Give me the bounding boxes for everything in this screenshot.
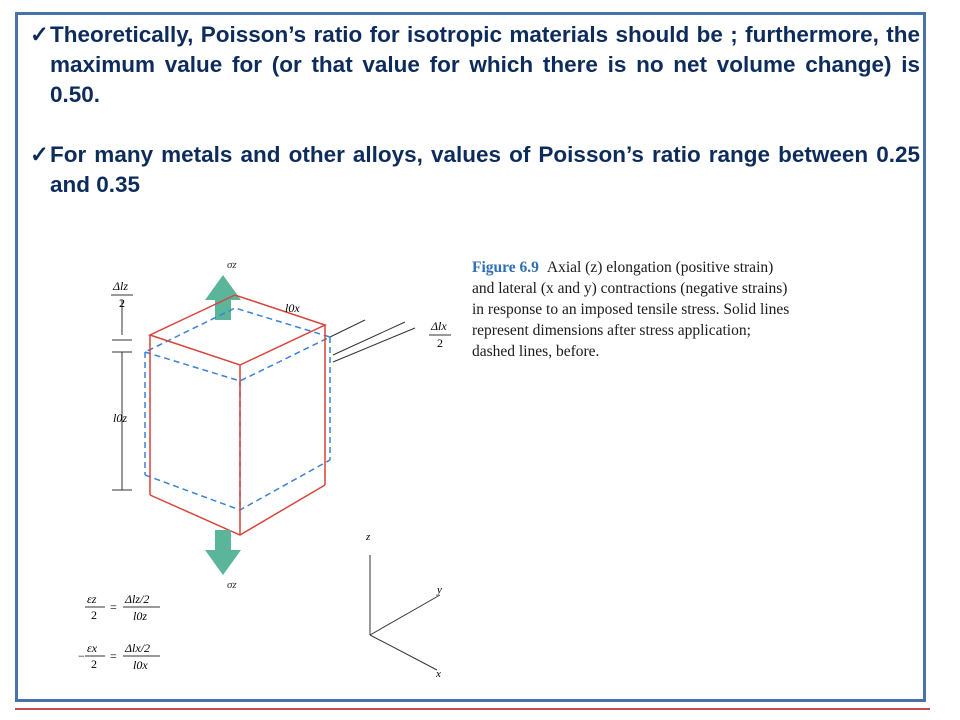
dashed-box [145,308,330,510]
svg-text:2: 2 [91,608,97,622]
delta-lx-den: 2 [437,336,443,350]
solid-box [150,295,325,535]
delta-lz-den: 2 [119,296,125,310]
svg-text:εz: εz [87,592,97,606]
l0z-label: l0z [113,411,128,425]
figure-caption-text: Axial (z) elongation (positive strain) and lateral (x and y) contractions (negative strains) in response to an imposed tensile stress. Solid lines represent dimensions after stress application; dashed lines, before. [472,259,790,360]
bullet-2 [30,140,920,200]
l0x-label: l0x [285,301,300,315]
svg-text:εx: εx [87,641,98,655]
delta-lx-num: Δlx [431,319,447,333]
delta-lz-num: Δlz [113,279,129,293]
svg-text:2: 2 [91,657,97,671]
checkmark-icon: ✓ [30,22,49,47]
svg-text:Δlz/2: Δlz/2 [125,592,150,606]
coordinate-axes [370,555,440,670]
checkmark-icon: ✓ [30,142,49,167]
bullet-2-text: For many metals and other alloys, values of Poisson’s ratio range between 0.25 and 0.35 [50,142,920,197]
poisson-figure [75,240,475,690]
dimension-lines-right [330,320,415,362]
dimension-lines-left [112,300,132,490]
axis-y-label: y [437,584,442,596]
slide-bottom-line [15,708,930,710]
svg-text:−: − [78,649,85,663]
svg-text:l0x: l0x [133,658,148,672]
svg-text:l0z: l0z [133,609,148,623]
svg-text:=: = [110,649,117,663]
svg-text:=: = [110,600,117,614]
sigma-top-label: σz [227,259,237,271]
axis-x-label: x [436,668,441,680]
axis-z-label: z [366,531,371,543]
strain-equation-z [85,592,160,623]
bullet-1 [30,20,920,110]
svg-text:Δlx/2: Δlx/2 [125,641,151,655]
figure-caption [472,257,792,362]
strain-equation-x [78,641,160,672]
figure-label: Figure 6.9 [472,259,539,276]
bullet-1-text: Theoretically, Poisson’s ratio for isotropic materials should be ; furthermore, the maximum value for (or that value for which there is no net volume change) is 0.50. [50,22,920,107]
sigma-bottom-label: σz [227,579,237,591]
tension-arrow-down [205,530,241,575]
